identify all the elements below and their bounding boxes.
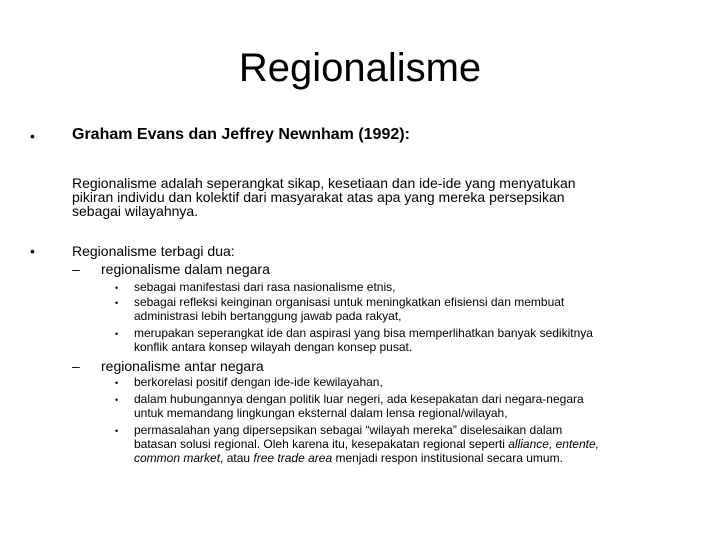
paragraph-line: Regionalisme adalah seperangkat sikap, kesetiaan dan ide-ide yang menyatukan (72, 175, 576, 191)
list-item-line: merupakan seperangkat ide dan aspirasi yang bisa memperlihatkan banyak sedikitnya (134, 326, 593, 340)
list-item-text: batasan solusi regional. Oleh karena itu, kesepakatan regional seperti (134, 437, 505, 451)
list-item-line (134, 438, 599, 452)
dash-marker: – (72, 358, 80, 374)
list-item-line: konflik antara konsep wilayah dengan konsep pusat. (134, 340, 413, 354)
paragraph-line: pikiran individu dan kolektif dari masyarakat atas apa yang mereka persepsikan (72, 189, 565, 205)
item1-heading: Graham Evans dan Jeffrey Newnham (1992): (72, 126, 410, 143)
list-item-text: menjadi respon institusional secara umum. (332, 451, 563, 465)
bullet-marker: • (30, 243, 35, 259)
paragraph-line: sebagai wilayahnya. (72, 203, 199, 219)
list-item-line: permasalahan yang dipersepsikan sebagai “wilayah mereka” diselesaikan dalam (134, 423, 563, 437)
small-bullet: • (115, 283, 119, 293)
small-bullet: • (115, 329, 119, 339)
italic-term: common market (134, 451, 221, 465)
small-bullet: • (115, 378, 119, 388)
small-bullet: • (115, 426, 119, 436)
italic-term: free trade area (253, 451, 333, 465)
slide-title: Regionalisme (238, 46, 482, 90)
item2-heading: Regionalisme terbagi dua: (72, 243, 235, 259)
list-item-line: berkorelasi positif dengan ide-ide kewilayahan, (134, 375, 383, 389)
dash-marker: – (72, 261, 80, 277)
small-bullet: • (115, 298, 119, 308)
list-item-text: , atau (220, 451, 251, 465)
small-bullet: • (115, 395, 119, 405)
bullet-marker: • (30, 128, 35, 144)
list-item-line: administrasi lebih bertanggung jawab pada rakyat, (134, 309, 402, 323)
list-item-line: sebagai manifestasi dari rasa nasionalisme etnis, (134, 280, 396, 294)
sub2-heading: regionalisme antar negara (101, 358, 264, 374)
list-item-line: untuk memandang lingkungan eksternal dalam lensa regional/wilayah, (134, 406, 508, 420)
list-item-line (134, 452, 563, 466)
list-item-line: dalam hubungannya dengan politik luar negeri, ada kesepakatan dari negara-negara (134, 392, 584, 406)
italic-term: alliance, entente, (508, 437, 599, 451)
sub1-heading: regionalisme dalam negara (101, 261, 270, 277)
list-item-line: sebagai refleksi keinginan organisasi untuk meningkatkan efisiensi dan membuat (134, 295, 565, 309)
